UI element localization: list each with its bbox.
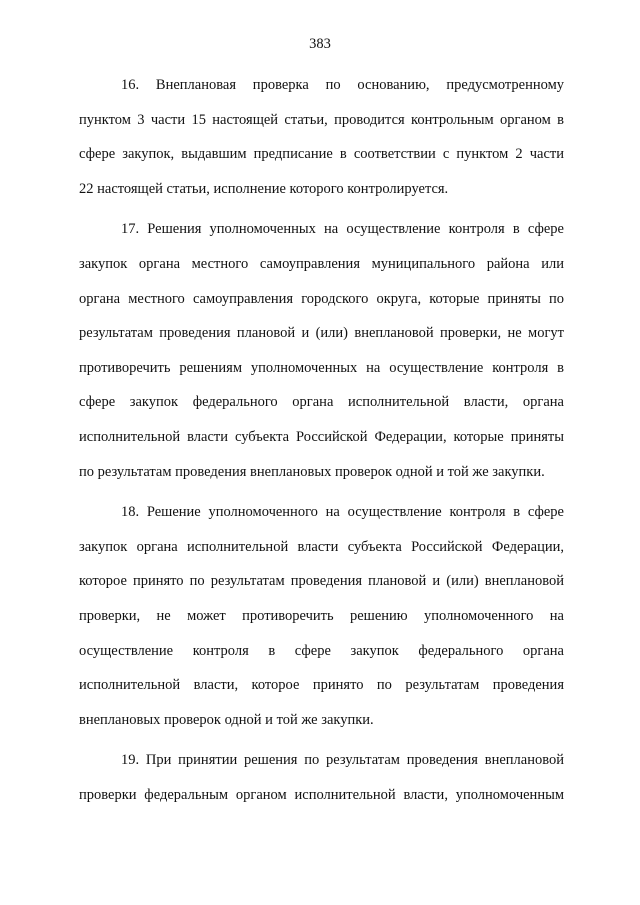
text-line: органа местного самоуправления городского округа, которые приняты по	[79, 290, 564, 307]
text-line: которое принято по результатам проведения плановой и (или) внеплановой	[79, 573, 564, 590]
text-line: 19. При принятии решения по результатам проведения внеплановой	[121, 752, 564, 769]
text-line: 17. Решения уполномоченных на осуществление контроля в сфере	[121, 221, 564, 238]
text-line: 16. Внеплановая проверка по основанию, предусмотренному	[121, 77, 564, 93]
page-number: 383	[309, 36, 331, 52]
text-line: проверки федеральным органом исполнительной власти, уполномоченным	[79, 786, 564, 803]
text-line: результатам проведения плановой и (или) внеплановой проверки, не могут	[79, 325, 564, 342]
text-line: исполнительной власти, которое принято по результатам проведения	[79, 677, 564, 694]
text-line: сфере закупок, выдавшим предписание в соответствии с пунктом 2 части	[79, 146, 564, 163]
text-line: исполнительной власти субъекта Российской Федерации, которые приняты	[79, 428, 564, 445]
paragraph-16	[79, 68, 564, 206]
text-line: по результатам проведения внеплановых проверок одной и той же закупки.	[79, 463, 545, 480]
text-line: закупок органа местного самоуправления муниципального района или	[79, 255, 564, 272]
text-line: сфере закупок федерального органа исполнительной власти, органа	[79, 394, 564, 411]
text-line: пунктом 3 части 15 настоящей статьи, проводится контрольным органом в	[79, 111, 564, 128]
text-line: закупок органа исполнительной власти субъекта Российской Федерации,	[79, 538, 564, 555]
text-line: 22 настоящей статьи, исполнение которого контролируется.	[79, 180, 449, 197]
text-line: проверки, не может противоречить решению уполномоченного на	[79, 607, 564, 624]
paragraph-19	[79, 743, 564, 812]
text-line: осуществление контроля в сфере закупок федерального органа	[79, 642, 564, 659]
text-line: 18. Решение уполномоченного на осуществление контроля в сфере	[121, 504, 564, 521]
document-body	[79, 68, 564, 818]
paragraph-17	[79, 212, 564, 489]
text-line: внеплановых проверок одной и той же закупки.	[79, 711, 374, 728]
paragraph-18	[79, 495, 564, 737]
text-line: противоречить решениям уполномоченных на осуществление контроля в	[79, 359, 564, 376]
